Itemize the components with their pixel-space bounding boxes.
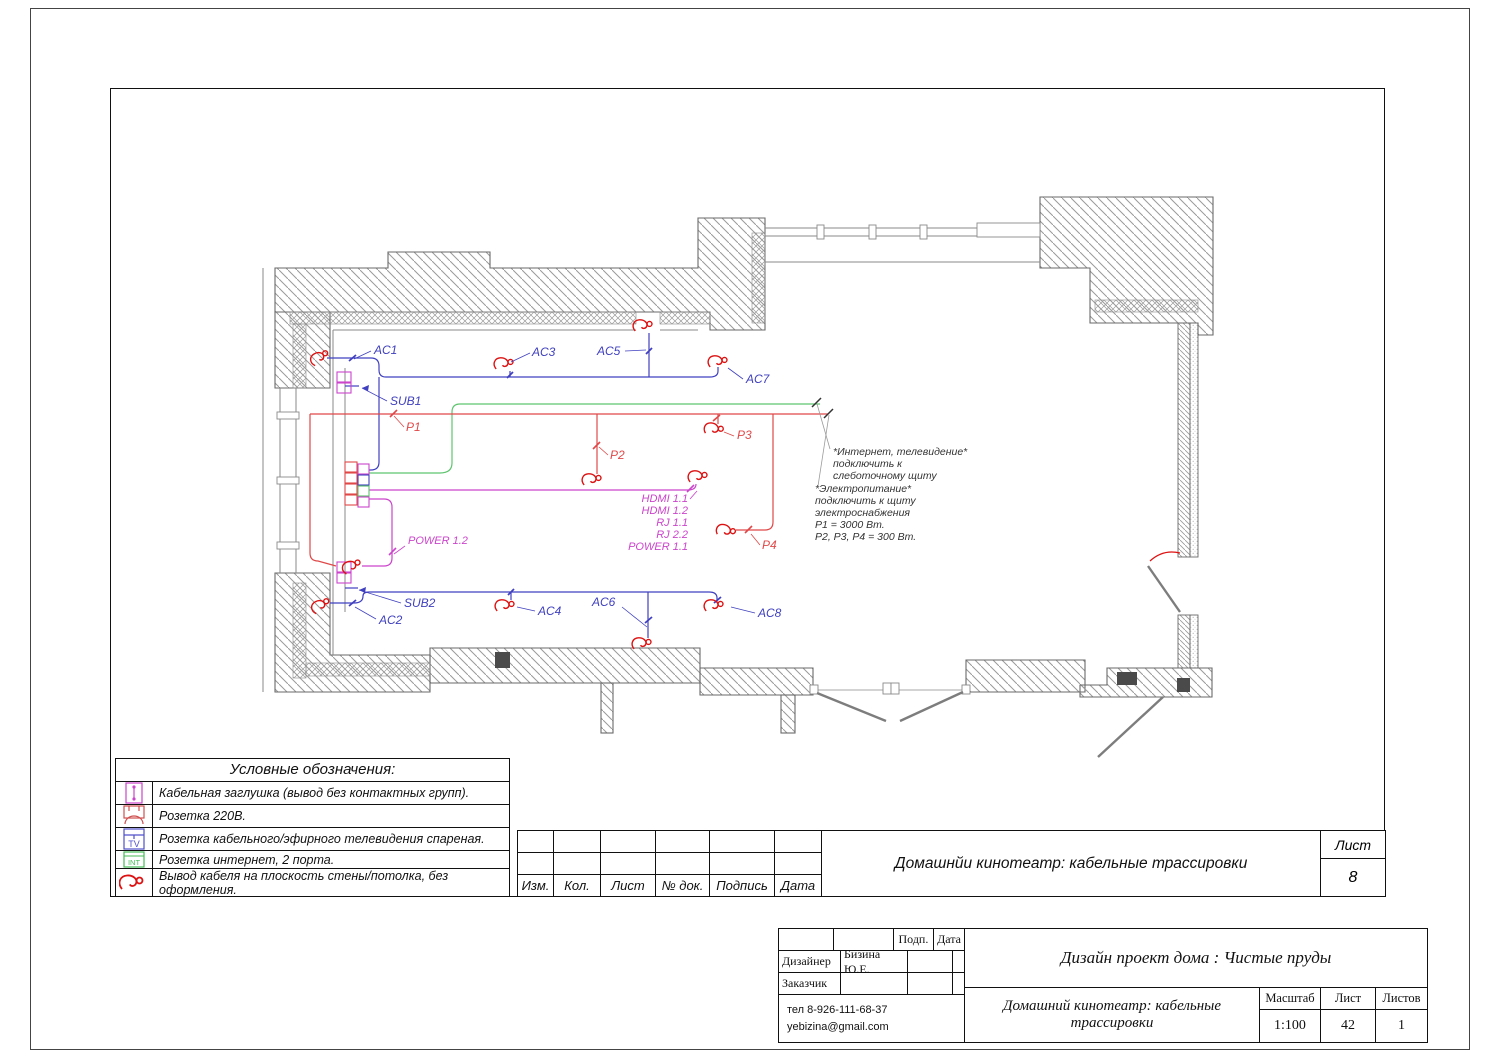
- label-power-1-2: POWER 1.2: [408, 535, 468, 547]
- document-title: Домашний кинотеатр: кабельные трассировки: [965, 988, 1260, 1042]
- window-sill: [977, 223, 1040, 237]
- cable-outlet-squiggle-icon: [632, 638, 651, 649]
- socket-clusters: [337, 372, 369, 583]
- wall-bottom-right: [700, 668, 813, 695]
- internet-socket-icon: [116, 851, 153, 868]
- cable-outlet-squiggle-icon: [633, 320, 652, 331]
- tv-icon-text: TV: [128, 838, 140, 849]
- label-ac5: AC5: [597, 344, 621, 358]
- note-power-line2: подключить к щиту: [815, 495, 916, 507]
- av-socket-2: [358, 497, 369, 507]
- col-izm: Изм.: [521, 878, 550, 893]
- cable-outlet-squiggle-icon: [708, 356, 727, 367]
- note-internet-line2: подключить к: [833, 458, 903, 470]
- door-leaf-east: [1148, 566, 1180, 612]
- wall-top-right-mass: [1040, 197, 1213, 335]
- legend-table: [115, 758, 510, 897]
- tv-socket-icon: [116, 828, 153, 850]
- col-data: Дата: [780, 878, 816, 893]
- label-p2: P2: [610, 448, 625, 462]
- av-socket: [358, 464, 369, 474]
- internet-socket: [358, 486, 369, 496]
- partition-layer: [1178, 323, 1198, 668]
- sign-label: Подп.: [894, 929, 934, 950]
- client-label: Заказчик: [779, 973, 841, 994]
- cable-outlet-squiggle-icon: [688, 471, 707, 482]
- partition-upper: [1178, 323, 1190, 557]
- title-block-left: [779, 929, 965, 1042]
- phone: тел 8-926-111-68-37: [787, 1004, 888, 1016]
- door-leaf-southeast: [1098, 697, 1163, 757]
- label-hdmi-1-2: HDMI 1.2: [641, 505, 688, 517]
- scale-label: Масштаб: [1260, 988, 1320, 1010]
- note-internet-line1: *Интернет, телевидение*: [833, 446, 968, 458]
- note-power-line4: P1 = 3000 Вт.: [815, 519, 885, 531]
- cable-outlet-squiggle-icon: [495, 600, 514, 611]
- sheets-value: 1: [1398, 1018, 1405, 1033]
- cable-outlet-squiggle-icon: [704, 600, 723, 611]
- cable-outlet-icon: [116, 869, 153, 896]
- col-doc: № док.: [661, 878, 704, 893]
- legend-label: Вывод кабеля на плоскость стены/потолка, без оформления.: [159, 868, 449, 897]
- date-label: Дата: [937, 932, 961, 946]
- col-list: Лист: [611, 878, 645, 893]
- cable-outlet-squiggle-icon: [715, 523, 736, 539]
- wall-block-southeast: [1080, 668, 1212, 697]
- label-rj-1-1: RJ 1.1: [656, 517, 688, 529]
- label-ac1: AC1: [374, 343, 398, 357]
- power-socket-stack: [345, 462, 357, 505]
- designer-label: Дизайнер: [779, 951, 841, 972]
- sheets-label: Листов: [1376, 988, 1427, 1010]
- legend-row: [116, 869, 509, 896]
- contact-info: [779, 995, 964, 1042]
- sheet-label: Лист: [1321, 988, 1375, 1010]
- legend-row: [116, 851, 509, 869]
- socket-220v-icon: [116, 805, 153, 827]
- note-power: [815, 483, 916, 543]
- legend-row: [116, 805, 509, 828]
- title-block: [778, 928, 1428, 1043]
- cable-stub-icon: [116, 782, 153, 804]
- sheet-number-box: [1321, 830, 1386, 897]
- label-ac2: AC2: [379, 613, 403, 627]
- label-sub1: SUB1: [390, 394, 422, 408]
- label-ac7: AC7: [746, 372, 770, 386]
- door-swing-arc: [1150, 552, 1180, 561]
- partition-lower-fill: [1190, 615, 1198, 668]
- email: yebizina@gmail.com: [787, 1021, 889, 1033]
- wall-bottom-mid: [430, 648, 700, 683]
- label-hdmi-1-1: HDMI 1.1: [641, 493, 688, 505]
- label-ac3: AC3: [532, 345, 556, 359]
- cable-outlet-squiggle-icon: [494, 358, 513, 369]
- label-power-1-1: POWER 1.1: [628, 541, 688, 553]
- sheet-label: Лист: [1321, 831, 1385, 859]
- sub2-arrowhead: [359, 587, 366, 593]
- sheet-box: [1321, 988, 1376, 1042]
- door-leaf-right: [900, 692, 963, 721]
- title-block-right: [965, 929, 1427, 1042]
- label-ac8: AC8: [758, 606, 782, 620]
- col-kol: Кол.: [564, 878, 590, 893]
- legend-label: Кабельная заглушка (вывод без контактных групп).: [159, 785, 470, 800]
- cable-outlet-symbols: [309, 320, 737, 649]
- cable-outlet-squiggle-icon: [703, 422, 723, 436]
- ac-tap-ticks: [349, 348, 721, 623]
- cable-outlet-squiggle-icon: [582, 474, 601, 485]
- label-sub2: SUB2: [404, 596, 436, 610]
- cable-stub-sockets-top: [337, 372, 351, 393]
- note-power-line5: P2, P3, P4 = 300 Вт.: [815, 531, 917, 543]
- partition-upper-fill: [1190, 323, 1198, 557]
- scale-box: [1260, 988, 1321, 1042]
- stamp-strip: [517, 830, 1386, 897]
- note-power-line1: *Электропитание*: [815, 483, 912, 495]
- sheet-value: 42: [1341, 1018, 1355, 1033]
- signature-table: [779, 929, 964, 995]
- project-title: Дизайн проект дома : Чистые пруды: [965, 929, 1427, 988]
- sheet-number: 8: [1348, 868, 1358, 886]
- col-podpis: Подпись: [716, 878, 768, 893]
- legend-label: Розетка интернет, 2 порта.: [159, 852, 335, 867]
- label-leaders: [354, 350, 833, 627]
- wall-pillar-2: [781, 695, 795, 733]
- walls-layer: [275, 197, 1213, 733]
- note-power-line3: электроснабжения: [815, 507, 911, 519]
- legend-label: Розетка 220В.: [159, 808, 246, 823]
- legend-title: Условные обозначения:: [116, 759, 509, 782]
- note-internet-line3: слеботочному щиту: [833, 470, 937, 482]
- designer-name: Бизина Ю.Е.: [841, 951, 908, 972]
- label-p1: P1: [406, 420, 421, 434]
- label-p4: P4: [762, 538, 777, 552]
- sheets-box: [1376, 988, 1427, 1042]
- drawing-title: Домашнйи кинотеатр: кабельные трассировки: [821, 830, 1321, 897]
- legend-label: Розетка кабельного/эфирного телевидения спареная.: [159, 831, 485, 846]
- circuit-labels: [373, 343, 782, 627]
- scale-value: 1:100: [1274, 1018, 1306, 1033]
- legend-row: [116, 828, 509, 851]
- legend-row: [116, 782, 509, 805]
- outlet-label-group: [628, 493, 688, 553]
- label-ac6: AC6: [592, 595, 616, 609]
- int-icon-text: INT: [127, 858, 141, 867]
- wall-pillar-1: [601, 683, 613, 733]
- partition-lower: [1178, 615, 1190, 668]
- tv-socket: [358, 475, 369, 485]
- ac-cable-runs: [327, 333, 721, 638]
- wall-bottom-east: [966, 660, 1085, 692]
- label-p3: P3: [737, 428, 752, 442]
- label-ac4: AC4: [538, 604, 562, 618]
- label-rj-2-2: RJ 2.2: [656, 529, 688, 541]
- door-leaf-left: [817, 693, 886, 721]
- revision-table: [517, 830, 821, 897]
- note-internet: [833, 446, 968, 482]
